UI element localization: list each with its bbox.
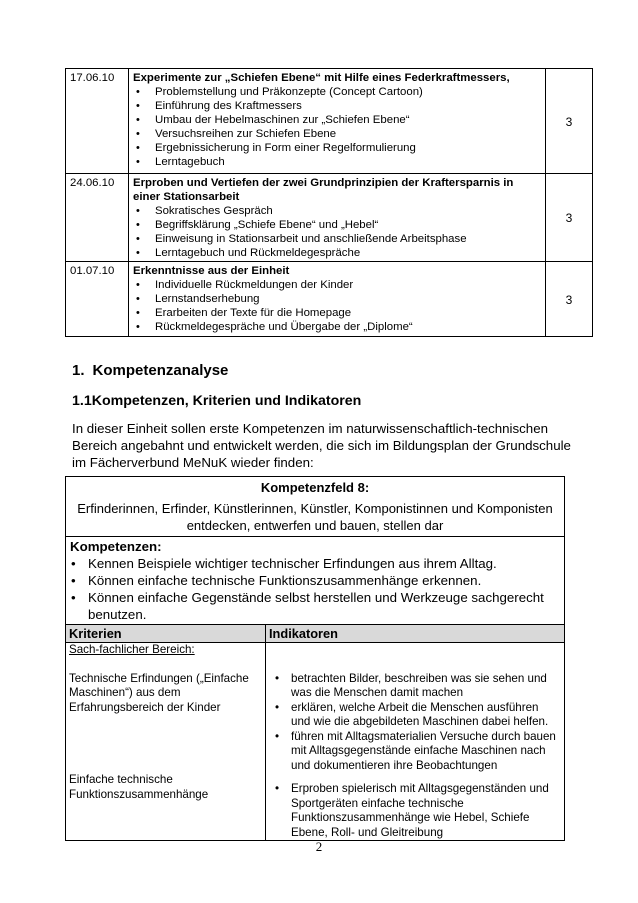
area-label: Sach-fachlicher Bereich: [69, 643, 195, 656]
subsection-number: 1.1 [72, 393, 92, 409]
subsection-heading [72, 393, 361, 409]
section-heading [72, 362, 228, 379]
list-item: • Begriffsklärung „Schiefe Ebene“ und „Hebel“ [133, 218, 541, 232]
section-title: Kompetenzanalyse [92, 362, 229, 379]
intro-paragraph: In dieser Einheit sollen erste Kompetenzen im naturwissenschaftlich-technischen Bereich angebahnt und entwickelt werden, die sich im Bildungsplan der Grundschule im Fächerverbund MeNuK wieder finden: [72, 421, 571, 470]
schedule-hours: 3 [546, 69, 593, 174]
schedule-title: Erproben und Vertiefen der zwei Grundprinzipien der Kraftersparnis in einer Stationsarbeit [133, 177, 514, 203]
list-item: • betrachten Bilder, beschreiben was sie sehen und was die Menschen damit machen [269, 672, 561, 701]
list-item: • Einweisung in Stationsarbeit und anschließende Arbeitsphase [133, 232, 541, 246]
list-item: • Erarbeiten der Texte für die Homepage [133, 306, 541, 320]
indicators-list [269, 672, 561, 841]
list-item: • Lernstandserhebung [133, 292, 541, 306]
list-item: • Individuelle Rückmeldungen der Kinder [133, 278, 541, 292]
list-item: • Problemstellung und Präkonzepte (Concept Cartoon) [133, 85, 541, 99]
criterion: Technische Erfindungen („Einfache Maschinen“) aus dem Erfahrungsbereich der Kinder [69, 671, 249, 714]
schedule-title: Experimente zur „Schiefen Ebene“ mit Hilfe eines Federkraftmessers, [133, 72, 510, 84]
schedule-items [133, 204, 541, 260]
list-item: • Erproben spielerisch mit Alltagsgegenständen und Sportgeräten einfache technische Funktionszusammenhänge wie Hebel, Schiefe Ebene, Roll- und Gleitreibung [269, 782, 561, 840]
schedule-table [65, 68, 593, 337]
criteria-header: Kriterien [66, 625, 266, 643]
indicators-cell [266, 658, 565, 841]
schedule-row [66, 262, 593, 337]
schedule-content [129, 69, 546, 174]
list-item: • Lerntagebuch und Rückmeldegespräche [133, 246, 541, 260]
schedule-hours: 3 [546, 262, 593, 337]
indicators-header: Indikatoren [266, 625, 565, 643]
area-indicator-cell [266, 643, 565, 658]
competencies-label: Kompetenzen: [70, 539, 162, 554]
section-number: 1. [72, 362, 85, 379]
schedule-row [66, 174, 593, 262]
criteria-cell [66, 658, 266, 841]
list-item: • Rückmeldegespräche und Übergabe der „Diplome“ [133, 320, 541, 334]
schedule-date: 17.06.10 [66, 69, 129, 174]
competencies-list [70, 555, 560, 623]
schedule-row [66, 69, 593, 174]
schedule-date: 24.06.10 [66, 174, 129, 262]
schedule-date: 01.07.10 [66, 262, 129, 337]
list-item: • Können einfache technische Funktionszusammenhänge erkennen. [70, 572, 560, 589]
list-item: • Sokratisches Gespräch [133, 204, 541, 218]
schedule-items [133, 85, 541, 169]
schedule-content [129, 262, 546, 337]
list-item: • führen mit Alltagsmaterialien Versuche durch bauen mit Alltagsgegenstände einfache Maschinen nach und dokumentieren ihre Beobachtungen [269, 730, 561, 774]
criterion: Einfache technische Funktionszusammenhänge [69, 773, 209, 801]
schedule-items [133, 278, 541, 334]
subsection-title: Kompetenzen, Kriterien und Indikatoren [91, 393, 362, 409]
schedule-content [129, 174, 546, 262]
page-number: 2 [315, 839, 323, 854]
list-item: • Kennen Beispiele wichtiger technischer Erfindungen aus ihrem Alltag. [70, 555, 560, 572]
schedule-title: Erkenntnisse aus der Einheit [133, 265, 290, 277]
schedule-hours: 3 [546, 174, 593, 262]
competence-field-title: Kompetenzfeld 8: [260, 480, 370, 495]
competence-field-text: Erfinderinnen, Erfinder, Künstlerinnen, Künstler, Komponistinnen und Komponisten entdecken, entwerfen und bauen, stellen dar [77, 501, 553, 533]
competence-table [65, 476, 565, 841]
list-item: • Lerntagebuch [133, 155, 541, 169]
list-item: • Einführung des Kraftmessers [133, 99, 541, 113]
competencies-cell [66, 537, 565, 625]
area-cell [66, 643, 266, 658]
list-item: • Können einfache Gegenstände selbst herstellen und Werkzeuge sachgerecht benutzen. [70, 589, 560, 623]
list-item: • Umbau der Hebelmaschinen zur „Schiefen Ebene“ [133, 113, 541, 127]
list-item: • Ergebnissicherung in Form einer Regelformulierung [133, 141, 541, 155]
list-item: • erklären, welche Arbeit die Menschen ausführen und wie die abgebildeten Maschinen dabei helfen. [269, 701, 561, 730]
competence-field-cell [66, 477, 565, 537]
list-item: • Versuchsreihen zur Schiefen Ebene [133, 127, 541, 141]
